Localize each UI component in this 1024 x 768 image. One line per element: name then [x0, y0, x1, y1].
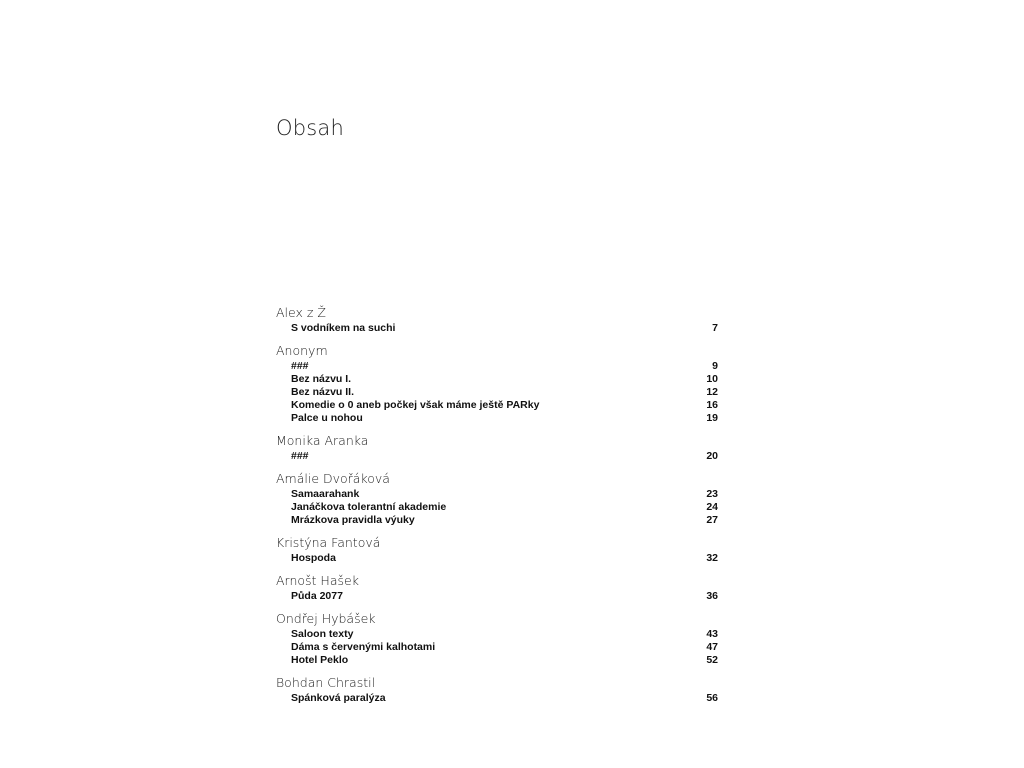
toc-author-group	[276, 304, 720, 335]
entry-page-number: 16	[706, 399, 718, 411]
toc-entry[interactable]	[276, 488, 720, 501]
entry-title: Dáma s červenými kalhotami	[291, 641, 436, 653]
entry-page-number: 20	[706, 450, 718, 462]
entry-page-number: 27	[706, 514, 718, 526]
toc-author-group	[276, 572, 720, 603]
toc-author-group	[276, 342, 720, 425]
toc-entry[interactable]	[276, 412, 720, 425]
toc-entry[interactable]	[276, 654, 720, 667]
page-title: Obsah	[276, 116, 344, 140]
toc-author-group	[276, 674, 720, 705]
entry-page-number: 7	[712, 322, 718, 334]
author-name: Ondřej Hybášek	[276, 611, 376, 626]
entry-page-number: 23	[706, 488, 718, 500]
entry-title: ###	[291, 360, 309, 372]
entry-page-number: 36	[706, 590, 718, 602]
toc-entry[interactable]	[276, 386, 720, 399]
toc-entry[interactable]	[276, 590, 720, 603]
toc-entry[interactable]	[276, 628, 720, 641]
toc-entry[interactable]	[276, 514, 720, 527]
toc-entry[interactable]	[276, 360, 720, 373]
entry-page-number: 43	[706, 628, 718, 640]
entry-page-number: 9	[712, 360, 718, 372]
author-name: Bohdan Chrastil	[276, 675, 376, 690]
entry-title: Saloon texty	[291, 628, 354, 640]
toc-author-group	[276, 534, 720, 565]
entry-page-number: 10	[706, 373, 718, 385]
entry-title: Bez názvu II.	[291, 386, 355, 398]
entry-title: Spánková paralýza	[291, 692, 386, 704]
entry-title: Půda 2077	[291, 590, 343, 602]
author-name: Alex z Ž	[276, 305, 326, 320]
entry-title: ###	[291, 450, 309, 462]
table-of-contents	[276, 304, 720, 712]
entry-page-number: 47	[706, 641, 718, 653]
entry-title: Komedie o 0 aneb počkej však máme ještě PARky	[291, 399, 540, 411]
toc-entry[interactable]	[276, 450, 720, 463]
toc-entry[interactable]	[276, 692, 720, 705]
entry-title: Palce u nohou	[291, 412, 363, 424]
entry-title: Hospoda	[291, 552, 336, 564]
toc-entry[interactable]	[276, 641, 720, 654]
entry-page-number: 32	[706, 552, 718, 564]
entry-title: Hotel Peklo	[291, 654, 349, 666]
author-name: Anonym	[276, 343, 328, 358]
toc-author-group	[276, 432, 720, 463]
entry-title: Mrázkova pravidla výuky	[291, 514, 415, 526]
author-name: Monika Aranka	[276, 433, 369, 448]
entry-page-number: 12	[706, 386, 718, 398]
entry-title: Janáčkova tolerantní akademie	[291, 501, 447, 513]
toc-entry[interactable]	[276, 373, 720, 386]
toc-entry[interactable]	[276, 552, 720, 565]
toc-entry[interactable]	[276, 322, 720, 335]
author-name: Arnošt Hašek	[276, 573, 359, 588]
entry-page-number: 52	[706, 654, 718, 666]
entry-page-number: 19	[706, 412, 718, 424]
toc-author-group	[276, 470, 720, 527]
entry-title: Samaarahank	[291, 488, 360, 500]
toc-author-group	[276, 610, 720, 667]
author-name: Kristýna Fantová	[276, 535, 381, 550]
toc-entry[interactable]	[276, 501, 720, 514]
toc-entry[interactable]	[276, 399, 720, 412]
entry-page-number: 24	[706, 501, 718, 513]
author-name: Amálie Dvořáková	[276, 471, 390, 486]
entry-title: S vodníkem na suchi	[291, 322, 396, 334]
entry-page-number: 56	[706, 692, 718, 704]
entry-title: Bez názvu I.	[291, 373, 352, 385]
